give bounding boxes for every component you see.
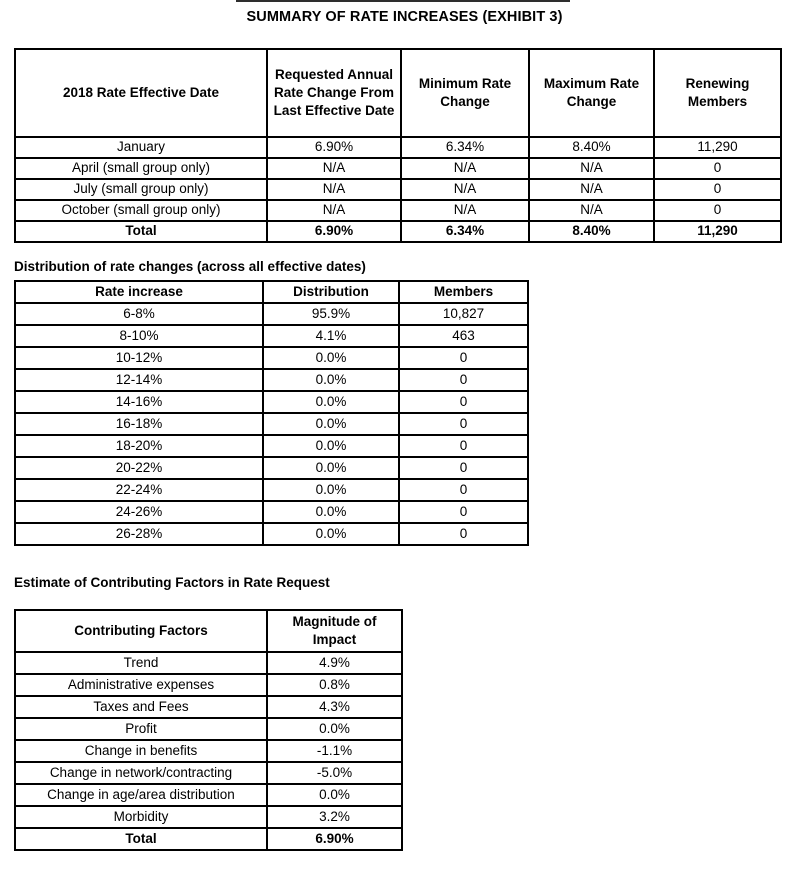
cell-month: April (small group only): [15, 158, 267, 179]
cell-minimum-rate: N/A: [401, 158, 529, 179]
cell-rate-band: 16-18%: [15, 413, 263, 435]
cell-total-maximum-rate: 8.40%: [529, 221, 654, 242]
column-header-members: Members: [399, 281, 528, 303]
cell-distribution-pct: 0.0%: [263, 523, 399, 545]
total-row: [15, 828, 402, 850]
cell-factor: Change in network/contracting: [15, 762, 267, 784]
cell-maximum-rate: N/A: [529, 179, 654, 200]
cell-members: 0: [399, 523, 528, 545]
column-header-maximum-rate: Maximum Rate Change: [529, 49, 654, 137]
table-row: [15, 784, 402, 806]
cell-total-impact: 6.90%: [267, 828, 402, 850]
table-row: [15, 303, 528, 325]
cell-total-minimum-rate: 6.34%: [401, 221, 529, 242]
table-row: [15, 347, 528, 369]
cell-factor: Trend: [15, 652, 267, 674]
column-header-requested-change: Requested Annual Rate Change From Last Effective Date: [267, 49, 401, 137]
cell-members: 463: [399, 325, 528, 347]
cell-maximum-rate: N/A: [529, 158, 654, 179]
cell-renewing-members: 0: [654, 158, 781, 179]
table-row: [15, 523, 528, 545]
cell-members: 10,827: [399, 303, 528, 325]
cell-total-requested-change: 6.90%: [267, 221, 401, 242]
cell-requested-change: 6.90%: [267, 137, 401, 158]
cell-renewing-members: 11,290: [654, 137, 781, 158]
cell-factor: Change in benefits: [15, 740, 267, 762]
cell-impact: 0.0%: [267, 718, 402, 740]
cell-distribution-pct: 0.0%: [263, 479, 399, 501]
cell-renewing-members: 0: [654, 200, 781, 221]
cell-members: 0: [399, 501, 528, 523]
table-row: [15, 696, 402, 718]
table-row: [15, 369, 528, 391]
page-title: SUMMARY OF RATE INCREASES (EXHIBIT 3): [246, 9, 563, 25]
cell-distribution-pct: 0.0%: [263, 347, 399, 369]
contributing-factors-table: [14, 609, 403, 851]
cell-distribution-pct: 0.0%: [263, 501, 399, 523]
cell-minimum-rate: N/A: [401, 200, 529, 221]
cell-total-label: Total: [15, 828, 267, 850]
column-header-magnitude-of-impact: Magnitude of Impact: [267, 610, 402, 652]
cell-rate-band: 22-24%: [15, 479, 263, 501]
cell-impact: 0.8%: [267, 674, 402, 696]
cell-members: 0: [399, 369, 528, 391]
cell-impact: 3.2%: [267, 806, 402, 828]
cell-distribution-pct: 0.0%: [263, 369, 399, 391]
cell-rate-band: 24-26%: [15, 501, 263, 523]
cell-factor: Administrative expenses: [15, 674, 267, 696]
cell-impact: 4.9%: [267, 652, 402, 674]
cell-requested-change: N/A: [267, 200, 401, 221]
table-row: [15, 806, 402, 828]
table-row: [15, 501, 528, 523]
table-row-july: [15, 179, 781, 200]
cell-rate-band: 20-22%: [15, 457, 263, 479]
cell-rate-band: 26-28%: [15, 523, 263, 545]
cell-maximum-rate: N/A: [529, 200, 654, 221]
cell-minimum-rate: N/A: [401, 179, 529, 200]
table-row-january: [15, 137, 781, 158]
cell-requested-change: N/A: [267, 158, 401, 179]
table-row: [15, 479, 528, 501]
cell-rate-band: 8-10%: [15, 325, 263, 347]
cell-members: 0: [399, 457, 528, 479]
table-row: [15, 740, 402, 762]
cell-impact: -5.0%: [267, 762, 402, 784]
table-row: [15, 325, 528, 347]
cell-impact: 4.3%: [267, 696, 402, 718]
distribution-header-row: [15, 281, 528, 303]
table-row: [15, 718, 402, 740]
cell-rate-band: 18-20%: [15, 435, 263, 457]
column-header-minimum-rate: Minimum Rate Change: [401, 49, 529, 137]
cell-impact: 0.0%: [267, 784, 402, 806]
cell-factor: Morbidity: [15, 806, 267, 828]
table-row: [15, 652, 402, 674]
cell-rate-band: 12-14%: [15, 369, 263, 391]
column-header-contributing-factors: Contributing Factors: [15, 610, 267, 652]
cell-distribution-pct: 95.9%: [263, 303, 399, 325]
distribution-table: [14, 280, 529, 546]
cell-distribution-pct: 0.0%: [263, 391, 399, 413]
cell-impact: -1.1%: [267, 740, 402, 762]
distribution-heading: Distribution of rate changes (across all effective dates): [14, 259, 366, 274]
cropped-artifact-line: [236, 0, 570, 2]
table-row: [15, 435, 528, 457]
column-header-effective-date: 2018 Rate Effective Date: [15, 49, 267, 137]
column-header-renewing-members: Renewing Members: [654, 49, 781, 137]
cell-factor: Taxes and Fees: [15, 696, 267, 718]
cell-rate-band: 6-8%: [15, 303, 263, 325]
rate-summary-header-row: [15, 49, 781, 137]
cell-factor: Change in age/area distribution: [15, 784, 267, 806]
cell-rate-band: 14-16%: [15, 391, 263, 413]
table-row: [15, 391, 528, 413]
cell-distribution-pct: 0.0%: [263, 435, 399, 457]
cell-maximum-rate: 8.40%: [529, 137, 654, 158]
cell-month: October (small group only): [15, 200, 267, 221]
table-row: [15, 457, 528, 479]
cell-renewing-members: 0: [654, 179, 781, 200]
cell-rate-band: 10-12%: [15, 347, 263, 369]
column-header-rate-increase: Rate increase: [15, 281, 263, 303]
column-header-distribution: Distribution: [263, 281, 399, 303]
cell-month: July (small group only): [15, 179, 267, 200]
factors-heading: Estimate of Contributing Factors in Rate Request: [14, 575, 330, 590]
table-row-october: [15, 200, 781, 221]
cell-month: January: [15, 137, 267, 158]
factors-header-row: [15, 610, 402, 652]
cell-distribution-pct: 0.0%: [263, 457, 399, 479]
cell-distribution-pct: 0.0%: [263, 413, 399, 435]
cell-requested-change: N/A: [267, 179, 401, 200]
cell-members: 0: [399, 413, 528, 435]
rate-summary-table: [14, 48, 782, 243]
table-row: [15, 413, 528, 435]
table-row: [15, 762, 402, 784]
cell-members: 0: [399, 347, 528, 369]
table-row: [15, 674, 402, 696]
cell-total-renewing-members: 11,290: [654, 221, 781, 242]
cell-total-label: Total: [15, 221, 267, 242]
table-row-april: [15, 158, 781, 179]
total-row: [15, 221, 781, 242]
cell-members: 0: [399, 479, 528, 501]
cell-distribution-pct: 4.1%: [263, 325, 399, 347]
cell-members: 0: [399, 391, 528, 413]
cell-minimum-rate: 6.34%: [401, 137, 529, 158]
cell-members: 0: [399, 435, 528, 457]
cell-factor: Profit: [15, 718, 267, 740]
